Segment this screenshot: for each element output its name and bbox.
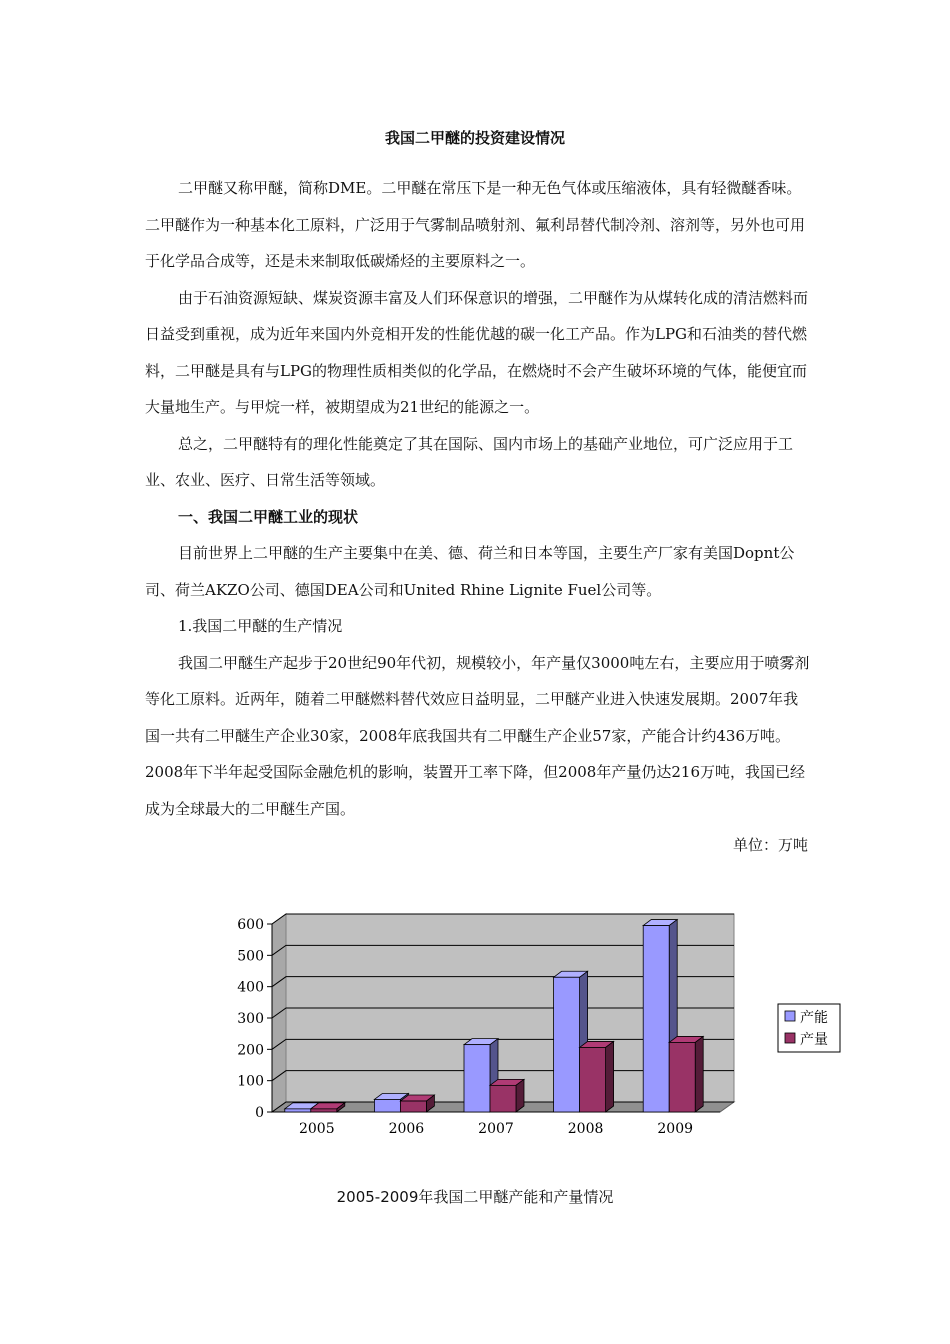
y-tick-label: 200: [237, 1042, 264, 1059]
y-tick-label: 300: [237, 1011, 264, 1027]
paragraph-background: 由于石油资源短缺、煤炭资源丰富及人们环保意识的增强，二甲醚作为从煤转化成的清洁燃料而日益受到重视，成为近年来国内外竞相开发的性能优越的碳一化工产品。作为LPG和石油类的替代燃料，二甲醚是具有与LPG的物理性质相类似的化学品，在燃烧时不会产生破坏环境的气体，能便宜而大量地生产。与甲烷一样，被期望成为21世纪的能源之一。: [145, 288, 809, 416]
bar-front-face: [580, 1047, 606, 1112]
x-tick-label: 2009: [657, 1121, 694, 1137]
chart-caption: 2005-2009年我国二甲醚产能和产量情况: [336, 1188, 614, 1206]
paragraph-china-production: 我国二甲醚生产起步于20世纪90年代初，规模较小，年产量仅3000吨左右，主要应用于喷雾剂等化工原料。近两年，随着二甲醚燃料替代效应日益明显，二甲醚产业进入快速发展期。2007年我国一共有二甲醚生产企业30家，2008年底我国共有二甲醚生产企业57家，产能合计约436万吨。2008年下半年起受国际金融危机的影响，装置开工率下降，但2008年产量仍达216万吨，我国已经成为全球最大的二甲醚生产国。: [145, 653, 810, 818]
x-tick-label: 2008: [567, 1121, 604, 1137]
legend-label: 产能: [800, 1010, 828, 1026]
x-tick-label: 2007: [478, 1121, 514, 1137]
bar-front-face: [669, 1042, 695, 1112]
bar-side-face: [516, 1079, 524, 1112]
bar-front-face: [400, 1101, 426, 1112]
paragraph-summary: 总之，二甲醚特有的理化性能奠定了其在国际、国内市场上的基础产业地位，可广泛应用于工业、农业、医疗、日常生活等领域。: [145, 434, 794, 489]
section-heading: 一、我国二甲醚工业的现状: [178, 507, 359, 526]
document-title: 我国二甲醚的投资建设情况: [384, 129, 565, 147]
legend-swatch: [785, 1033, 795, 1043]
y-tick-label: 0: [255, 1105, 264, 1121]
bar-front-face: [554, 977, 580, 1112]
bar-front-face: [643, 926, 669, 1112]
y-tick-label: 600: [237, 917, 264, 933]
x-tick-label: 2006: [388, 1121, 425, 1137]
bar-chart: [230, 910, 850, 1150]
bar-front-face: [311, 1109, 337, 1112]
y-tick-label: 500: [237, 948, 264, 965]
legend-swatch: [785, 1011, 795, 1021]
bar: [490, 1079, 524, 1112]
legend-label: 产量: [800, 1032, 828, 1048]
bar-front-face: [490, 1085, 516, 1112]
paragraph-intro: 二甲醚又称甲醚，简称DME。二甲醚在常压下是一种无色气体或压缩液体，具有轻微醚香味。二甲醚作为一种基本化工原料，广泛用于气雾制品喷射剂、氟利昂替代制冷剂、溶剂等，另外也可用于化学品合成等，还是未来制取低碳烯烃的主要原料之一。: [145, 179, 806, 270]
bar-side-face: [606, 1041, 614, 1112]
y-tick-label: 100: [237, 1073, 264, 1090]
bar: [400, 1095, 434, 1112]
bar-side-face: [695, 1036, 703, 1112]
y-tick-label: 400: [237, 979, 264, 996]
bar-front-face: [374, 1099, 400, 1112]
bar: [580, 1041, 614, 1112]
paragraph-world-production: 目前世界上二甲醚的生产主要集中在美、德、荷兰和日本等国，主要生产厂家有美国Dopnt公司、荷兰AKZO公司、德国DEA公司和United Rhine Lignite Fuel公司等。: [145, 544, 795, 599]
document-body: [145, 170, 810, 864]
unit-label: 单位：万吨: [732, 836, 808, 854]
bar: [669, 1036, 703, 1112]
bar-front-face: [464, 1045, 490, 1112]
subheading-production: 1.我国二甲醚的生产情况: [178, 617, 343, 635]
x-tick-label: 2005: [298, 1121, 335, 1137]
bar-front-face: [285, 1109, 311, 1112]
